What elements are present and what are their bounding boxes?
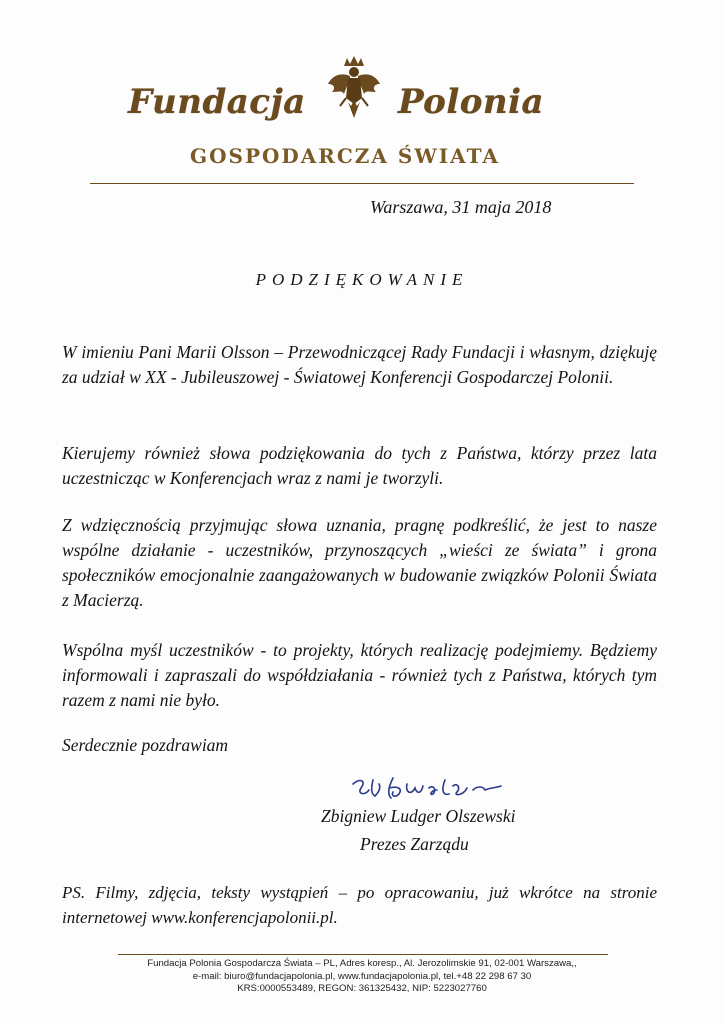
letter-title: PODZIĘKOWANIE (255, 270, 469, 289)
signer-role: Prezes Zarządu (360, 834, 469, 854)
footer-address: Fundacja Polonia Gospodarcza Świata – PL, Adres koresp., Al. Jerozolimskie 91, 02-001 Warszawa,, (147, 958, 577, 969)
paragraph-3: Z wdzięcznością przyjmując słowa uznania, pragnę podkreślić, że jest to nasze wspólne działanie - uczestników, przynoszących „wieści ze świata” i grona społeczników emocjonalnie zaangażowanych w budowanie związków Polonii Świata z Macierzą. (62, 515, 657, 610)
paragraph-4: Wspólna myśl uczestników - to projekty, których realizację podejmiemy. Będziemy informowali i zapraszali do współdziałania - również tych z Państwa, których tym razem z nami nie było. (62, 640, 657, 710)
brand-subtitle: GOSPODARCZA ŚWIATA (190, 144, 500, 168)
paragraph-1: W imieniu Pani Marii Olsson – Przewodniczącej Rady Fundacji i własnym, dziękuję za udział w XX - Jubileuszowej - Światowej Konferencji Gospodarczej Polonii. (62, 342, 657, 387)
header-divider (90, 183, 634, 184)
paragraph-2: Kierujemy również słowa podziękowania do tych z Państwa, którzy przez lata uczestnicząc w Konferencjach wraz z nami je tworzyli. (62, 443, 657, 488)
footer-registry: KRS:0000553489, REGON: 361325432, NIP: 5223027760 (237, 983, 487, 994)
postscript: PS. Filmy, zdjęcia, teksty wystąpień – po opracowaniu, już wkrótce na stronie internetowej www.konferencjapolonii.pl. (62, 883, 657, 927)
brand-word-left: Fundacja (128, 82, 306, 122)
handwritten-signature (345, 770, 535, 808)
letter-date: Warszawa, 31 maja 2018 (370, 197, 552, 217)
footer (0, 958, 724, 996)
footer-contact: e-mail: biuro@fundacjapolonia.pl, www.fundacjapolonia.pl, tel.+48 22 298 67 30 (192, 970, 532, 982)
signer-name: Zbigniew Ludger Olszewski (321, 806, 516, 826)
footer-divider (118, 954, 608, 955)
eagle-icon (326, 54, 382, 124)
brand-word-right: Polonia (398, 82, 545, 122)
closing-greeting: Serdecznie pozdrawiam (62, 735, 229, 755)
letterhead (90, 40, 635, 188)
